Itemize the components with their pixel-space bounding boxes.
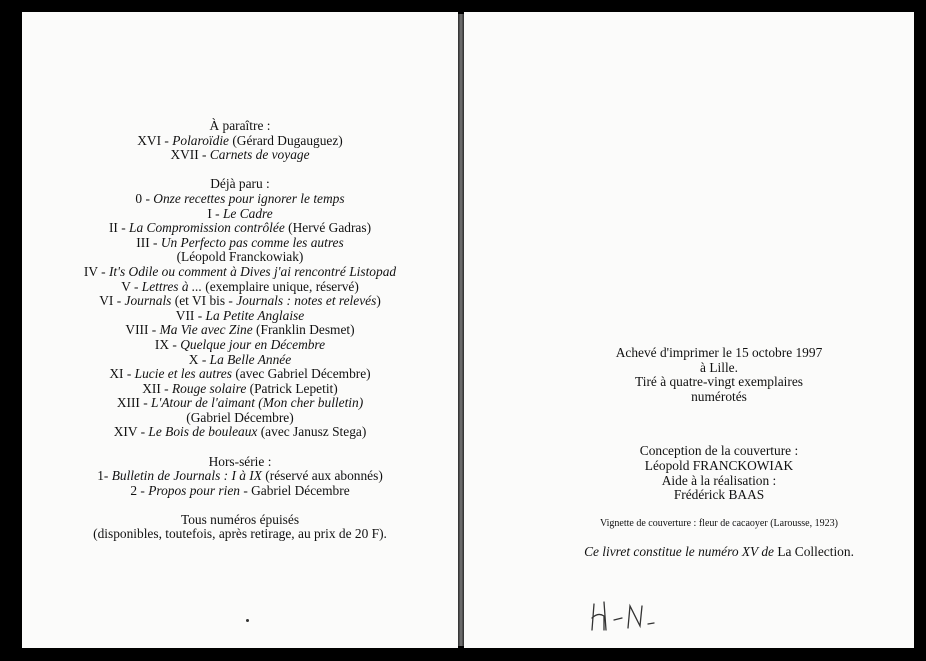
epuises-line-1: Tous numéros épuisés [180, 511, 300, 527]
list-item: XIII - L'Atour de l'aimant (Mon cher bulletin) [116, 395, 364, 411]
list-item: 2 - Propos pour rien - Gabriel Décembre [130, 482, 350, 498]
credits-line-1: Conception de la couverture : [639, 443, 799, 459]
credits-line-4: Frédérick BAAS [673, 487, 765, 503]
list-item: IX - Quelque jour en Décembre [154, 336, 326, 352]
credits-line-3: Aide à la réalisation : [661, 472, 777, 488]
list-item: XIV - Le Bois de bouleaux (avec Janusz Stega) [113, 424, 367, 440]
list-item: VI - Journals (et VI bis - Journals : notes et relevés) [99, 293, 381, 309]
hors-serie-list [22, 469, 458, 498]
list-item: 0 - Onze recettes pour ignorer le temps [135, 190, 345, 206]
vignette-credit: Vignette de couverture : fleur de cacaoyer (Larousse, 1923) [600, 517, 838, 529]
list-item: XII - Rouge solaire (Patrick Lepetit) [142, 380, 338, 396]
list-item: XVII - Carnets de voyage [170, 147, 310, 163]
colophon-line-2: à Lille. [700, 359, 738, 375]
list-item: 1- Bulletin de Journals : I à IX (réservé aux abonnés) [97, 468, 383, 484]
collection-note: Ce livret constitue le numéro XV de La Collection. [584, 544, 854, 560]
left-page [22, 12, 458, 648]
list-item: X - La Belle Année [188, 351, 292, 367]
page-dot [246, 619, 249, 622]
deja-paru-heading: Déjà paru : [210, 176, 270, 192]
right-page [464, 12, 914, 648]
a-paraitre-heading: À paraître : [209, 118, 271, 133]
list-item: I - Le Cadre [207, 205, 273, 221]
list-item: III - Un Perfecto pas comme les autres [136, 234, 344, 250]
right-column [524, 346, 914, 560]
list-item: V - Lettres à ... (exemplaire unique, réservé) [121, 278, 359, 294]
epuises-line-2: (disponibles, toutefois, après retirage, au prix de 20 F). [93, 526, 387, 542]
list-item: VII - La Petite Anglaise [175, 307, 305, 323]
hors-serie-heading: Hors-série : [208, 453, 272, 469]
credits-line-2: Léopold FRANCKOWIAK [644, 457, 794, 473]
colophon-line-3: Tiré à quatre-vingt exemplaires [635, 374, 803, 390]
list-item: XVI - Polaroïdie (Gérard Dugauguez) [137, 132, 343, 148]
colophon-line-4: numérotés [691, 388, 747, 404]
list-item: (Gabriel Décembre) [186, 409, 294, 425]
list-item: XI - Lucie et les autres (avec Gabriel Décembre) [109, 366, 371, 382]
handwritten-number [584, 596, 664, 636]
deja-paru-list [22, 192, 458, 440]
left-column [22, 119, 458, 542]
list-item: (Léopold Franckowiak) [176, 249, 304, 265]
list-item: VIII - Ma Vie avec Zine (Franklin Desmet) [125, 322, 355, 338]
list-item: IV - It's Odile ou comment à Dives j'ai rencontré Listopad [83, 263, 397, 279]
colophon-line-1: Achevé d'imprimer le 15 octobre 1997 [615, 345, 823, 360]
list-item: II - La Compromission contrôlée (Hervé Gadras) [108, 220, 372, 236]
a-paraitre-list [22, 134, 458, 163]
